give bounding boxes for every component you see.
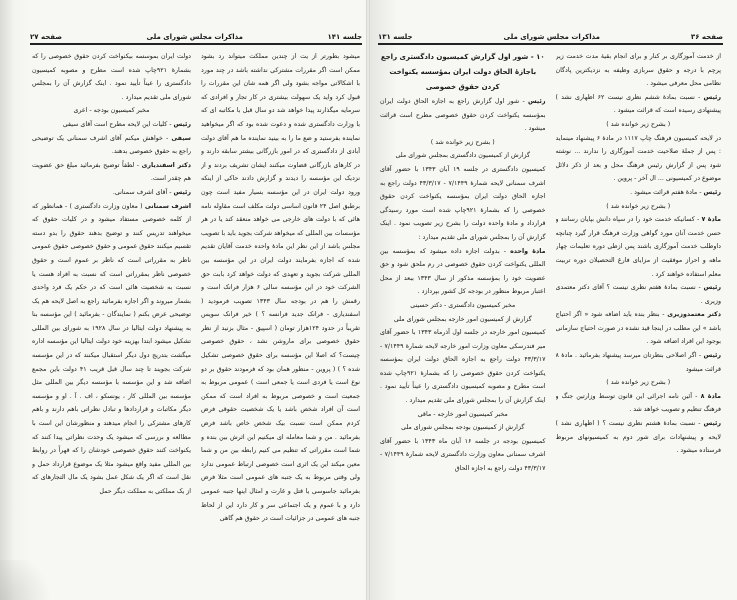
- section-heading: [380, 50, 546, 95]
- speaker-name: رئیس: [703, 188, 721, 196]
- paragraph-text: در لایحه کمیسیون فرهنگ چاپ ۱۱۱۷ در مادهٔ ۶ پیشنهاد مینماید : پس از جملهٔ صلاحیت خدمت آموزگاری را ندارند ... نوشته شود پس از گزارش رئیس فرهنگ محل و بعد از ذکر دلائل موضوع در کمیسیونی ... ال آخر - پروین .: [555, 134, 721, 183]
- right-page-columns: [380, 50, 721, 596]
- speech-paragraph: [556, 308, 722, 349]
- speech-paragraph: [380, 95, 546, 136]
- speaker-name: اشرف سمنانی: [144, 202, 191, 210]
- speech-paragraph: [32, 118, 191, 132]
- paragraph: [380, 421, 546, 435]
- speech-paragraph: [556, 281, 722, 308]
- paragraph: [380, 299, 546, 313]
- paragraph-text: کمیسیون دادگستری در جلسه ۱۹ آبان ۱۳۴۳ با حضور آقای اشرف سمنانی لایحه شمارهٔ ۷/۱۴۴۹ - ۴۳/۳/۱۷ دولت راجع به اجازه الحاق دولت ایران بمؤسسه یکنواخت کردن حقوق خصوصی را که بشمارهٔ ۹۲۱چاپ شده است مورد رسیدگی قرارداد و مادهٔ واحده دولت را بشرح زیر تصویب نمود . اینک گزارش آن را بمجلس شورای ملی تقدیم میدارد :: [380, 165, 546, 241]
- speaker-name: رئیس: [528, 98, 546, 105]
- speech-paragraph: [380, 245, 546, 299]
- speaker-name: رئیس: [173, 120, 191, 128]
- paragraph-text: - مادهٔ هفتم قرائت میشود .: [630, 188, 702, 196]
- speech-paragraph: [556, 91, 722, 118]
- paragraph: [380, 326, 546, 408]
- paragraph-text: - اگر اصلاحی بنظرتان میرسد پیشنهاد بفرمائید . مادهٔ ۸ قرائت میشود: [555, 352, 721, 373]
- session-label: جلسه ۱۳۱: [378, 33, 413, 41]
- paragraph: [380, 136, 546, 150]
- paragraph-text: - لطفاً توضیح بفرمائید مبلغ حق عضویت هم چقدر است.: [32, 161, 191, 183]
- paragraph-text: - خواهش میکنم آقای اشرف سمنانی یک توضیحی راجع به حقوق خصوصی بدهند.: [32, 134, 191, 156]
- speaker-name: رئیس: [703, 352, 721, 360]
- speaker-name: دکتر اسفندیاری: [141, 161, 191, 169]
- speaker-name: مادهٔ ۷: [701, 216, 721, 224]
- paragraph-text: کمیسیون امور خارجه در جلسه اول آذرماه ۱۳۴۳ با حضور آقای میر فندرسکی معاون وزارت امور خارجه لایحه شمارهٔ ۷/۱۴۴۹ - ۴۳/۳/۱۷ دولت راجع به اجازه الحاق دولت ایران بمؤسسه یکنواخت کردن حقوق خصوصی را که بشمارهٔ ۹۲۱چاپ شده است مطرح و مصوبه کمیسیون دادگستری را عیناً تأیید نمود . اینک گزارش آن را بمجلس شورای ملی تقدیم میدارد .: [380, 329, 546, 405]
- paragraph: [32, 50, 191, 104]
- paragraph: [556, 200, 722, 214]
- text-column-right: [556, 50, 722, 596]
- scan-shadow: [0, 560, 60, 600]
- speech-paragraph: [556, 417, 722, 458]
- paragraph-text: - نسبت بمادهٔ ششم نظری نیست ۶۲ اظهاری نشد ) پیشنهادی رسیده است که قرائت میشود .: [555, 93, 721, 115]
- paragraph-text: میشود بطورتر از یت از چندین مملکت میتواند رد بشود ممکن است اگر مقررات مشترکی نداشته باشد در چند مورد با اشکالاتی مواجه بشود ولی اگر همه شان این مقررات را قبول کرد واید یک سهولت بیشتری در کار تجار و افرادی که سرمایه میگذارند پیدا خواهد شد دو سال قبل با مکاتبه ای که با وزارت دادگستری شده و دعوت شده بود که اگر میخواهید نماینده بفرستید و ضع ما را به بینید نماینده ما هم آقای دولت آبادی از دادگستری که در امور بازرگانی بیشتر سابقه دارند و در کارهای بازرگانی قضاوت میکنند ایشان تشریف بردند و از نزدیک این مؤسسه را دیدند و گزارش دادند حاکی از اینکه ورود دولت ایران در این مؤسسه بسیار مفید است چون برطبق اصل ۲۴ قانون اساسی دولت مکلف است مقاوله نامه هائی که با دولت های خارجی می خواهد منعقد کند یا در هر مؤسسات بین المللی که میخواهد شرکت بجوید باید با تصویب مجلس باشد از این نظر این مادهٔ واحده خدمت آقایان تقدیم شده که اجازه بفرمایند دولت ایران در این مؤسسه بین المللی شرکت بجوید و تعهدی که دولت خواهد کرد بابت حق الشرکت خود در این مؤسسه سالی ۶ هزار فرانک است و رقمش را هم در بودجه سال ۱۳۴۳ تصویب فرمودید ( اسفندیاری - فرانک جدید فرانسه ؟ ) خیر فرانک سویس تقریباً در حدود ۱۲۴هزار تومان ( اسپیق - مثال بزنید از نظر حقوق خصوصی برای ماروشن نشد ، حقوق خصوصی چیست؟ که اصلا این مؤسسه برای حقوق خصوصی تشکیل شده ؟ ) ( پروین - منظور همان بود که فرمودند حقوق بر دو نوع است یا فردی است یا جمعی است ) عمومی مربوط به جمعیت است و خصوصی مربوط به افراد است که ممکن است آن افراد شخص باشد یا یک شخصیت حقوقی فرض کردم ممکن است نسبت بیک شخص خاص باشد فرض بفرمائید . من و شما معامله ای میکنیم این اثرش بین بنده و شما است مقرراتی که تنظیم می کنیم رابطه بین من و شما معین میکند این یک اثری است خصوصی ارتباط عمومی ندارد ولی وقتی مربوط به یک جنبه های عمومی است مثلا فرض بفرمائید جاسوسی یا قتل و غارت و امثال اینها جنبه عمومی دارد و با عموم و یک اجتماعی سر و کار دارد این از لحاظ جنبه های عمومی در جزائیات است در حقوق هم گاهی: [201, 53, 360, 523]
- text-column-right: [201, 50, 360, 596]
- paragraph-text: - کسانیکه خدمت خود را در سپاه دانش بپایان رسانند و حسن خدمت آنان مورد گواهی وزارت فرهنگ قرار گیرد چنانچه داوطلب خدمت آموزگاری باشند پس ازطی دوره تعلیمات چهار ماهه و احراز موفقیت از مزایای فارغ التحصیلان دوره تربیت معلم استفاده خواهند کرد .: [555, 216, 721, 278]
- speaker-name: مادهٔ ۸: [700, 392, 721, 400]
- paragraph: [556, 132, 722, 186]
- speech-paragraph: [32, 186, 191, 200]
- speech-paragraph: [556, 390, 722, 417]
- speaker-name: رئیس: [703, 93, 721, 101]
- speaker-name: سیفی: [171, 134, 191, 142]
- paragraph-text: ( معاون وزارت دادگستری ) - همانطور که از کلمه خصوصی مستفاد میشود و در کلیات حقوق که میخواهند تدریس کنند و توضیح بدهند حقوق را بدو دسته تقسیم میکنند حقوق عمومی و حقوق خصوصی حقوق عمومی ناظر به مقرراتی است که ناظر بر عموم است و حقوق خصوصی ناظر بمقرراتی است که نسبت به افراد هست یا نسبت به شخصیت هائی است که در حکم یک فرد واحدی بشمار میروند و اگر اجازه بفرمائید راجع به اصل لایحه هم یک توضیحی عرض بکنم ( نمایندگان - بفرمائید ) این مؤسسه بنا به پیشنهاد دولت ایتالیا در سال ۱۹۲۸ به شورای بین المللی تشکیل میشود ابتدا بهزینه خود دولت ایتالیا این مؤسسه اداره میگشت بتدریج دول دیگر استقبال میکنند که در این مؤسسه شرکت بجویند تا چند سال قبل قریب ۴۱ دولت باین مجمع اضافه شد و این مؤسسه با مؤسسه دیگر بین المللی مثل مؤسسه بین المللی کار ، یونسکو ، اف . آ . او و مؤسسه دیگر مکاتبات و قراردادها و تبادل نظراتی باهم دارند و باهم کارهای مشترکی را انجام میدهند و منظورشان این است با مطالعه و بررسی که میشود یک وحدت نظراتی پیدا کنند که یکنواخت کنند حقوق خصوصی خودشان را که قهراً در روابط بین المللی مفید واقع میشود مثلا یک موضوع قرارداد حمل و نقل است که اگر یک شکل عمل بشود یک مال التجارهای که از یک مملکتی به مملکت دیگر حمل: [32, 202, 191, 495]
- paragraph-text: ( بشرح زیر خوانده شد ): [606, 120, 671, 128]
- session-label: جلسه ۱۴۱: [327, 33, 362, 41]
- paragraph-text: مخبر کمیسیون امور خارجه - ماقی: [417, 410, 508, 418]
- paragraph-text: - آقای اشرف سمنانی.: [112, 188, 172, 196]
- paragraph-text: دولت ایران بموسسه بیکنواخت کردن حقوق خصوصی را که بشمارهٔ ۹۲۱چاپ شده است مطرح و مصوبه کمیسیون دادگستری را عیناً تأیید نمود . اینک گزارش آن را بمجلس شورای ملی تقدیم میدارد .: [32, 53, 191, 101]
- paragraph-text: مخبر کمیسیون بودجه - اعری: [73, 107, 150, 115]
- text-column-left: [380, 50, 546, 596]
- speech-paragraph: [556, 186, 722, 200]
- speech-paragraph: [556, 349, 722, 376]
- paragraph-text: - نسبت بمادهٔ هفتم نظری نیست ؟ آقای دکتر معتمدی وزیری .: [555, 284, 721, 305]
- left-page: [0, 0, 368, 600]
- paragraph-text: - آئین نامه اجرائی این قانون توسط وزارتین جنگ و فرهنگ تنظیم و تصویب خواهد شد .: [555, 392, 721, 414]
- paragraph: [380, 163, 546, 245]
- paragraph-text: از خدمت آموزگاری بر کنار و برای انجام بقیهٔ مدت خدمت زیر پرچم با درجه و حقوق سربازی وظیفه به نزدیکترین پادگان نظامی محل معرفی میشود .: [555, 53, 721, 88]
- paragraph-text: مخبر کمیسیون دادگستری - دکتر حسینی: [410, 301, 516, 309]
- paragraph-text: - بنظر بنده باید اضافه شود « اگر احتیاج باشد » این مطلب در اینجا قید نشده در صورت احتیاج سازمانی بوجود این افراد اضافه شود .: [555, 311, 721, 346]
- left-page-columns: [32, 50, 360, 596]
- speech-paragraph: [32, 132, 191, 159]
- paragraph-text: ( بشرح زیر خوانده شد ): [430, 138, 495, 146]
- paragraph: [556, 376, 722, 390]
- header-rule: [30, 43, 362, 45]
- right-page-header: [378, 31, 723, 41]
- page-number: صفحه ۲۷: [30, 33, 63, 41]
- paragraph-text: کمیسیون بودجه در جلسه ۱۶ آبان ماه ۱۳۴۳ با حضور آقای اشرف سمنانی معاون وزارت دادگستری لایحه شمارهٔ ۷/۱۴۴۹ - ۴۳/۳/۱۷ دولت راجع به اجازه الحاق: [380, 437, 546, 473]
- speech-paragraph: [32, 200, 191, 499]
- paragraph: [380, 313, 546, 327]
- paragraph-text: - کلیات این لایحه مطرح است آقای سیفی: [62, 120, 172, 128]
- paragraph-text: ۱۰ - شور اول گزارش کمیسیون دادگستری راجع باجازهٔ الحاق دولت ایران بمؤسسه یکنواخت کردن حقوق خصوصی: [380, 53, 545, 91]
- paragraph-text: گزارش از کمیسیون دادگستری بمجلس شورای ملی: [395, 152, 530, 160]
- speaker-name: رئیس: [703, 284, 721, 292]
- speech-paragraph: [32, 159, 191, 186]
- paragraph-text: - بدولت اجازه داده میشود که بمؤسسه بین المللی یکنواخت کردن حقوق خصوصی در رم ملحق شود و حق عضویت خود را بمؤسسه مذکور از سال ۱۳۴۳ ببعد از محل اعتبار مربوط منظور در بودجه کل کشور بپردازد .: [380, 247, 546, 296]
- speaker-name: دکتر معتمدوزیری: [667, 311, 721, 319]
- running-title: مذاکرات مجلس شورای ملی: [503, 33, 600, 41]
- paragraph-text: گزارش از کمیسیون امور خارجه بمجلس شورای ملی: [393, 315, 532, 323]
- header-rule: [378, 43, 723, 45]
- right-page: [368, 0, 737, 600]
- paragraph: [32, 104, 191, 118]
- paragraph-text: ( بشرح زیر خوانده شد ): [606, 379, 671, 387]
- paragraph: [201, 50, 360, 526]
- paragraph-text: - شور اول گزارش راجع به اجازه الحاق دولت ایران بمؤسسه یکنواخت کردن حقوق خصوصی مطرح است قرائت میشود .: [380, 98, 546, 133]
- speaker-name: رئیس: [703, 420, 721, 428]
- text-column-left: [32, 50, 191, 596]
- paragraph: [380, 149, 546, 163]
- book-gutter: [366, 0, 370, 600]
- speaker-name: مادهٔ واحده: [510, 247, 546, 255]
- paragraph: [380, 435, 546, 476]
- running-title: مذاکرات مجلس شورای ملی: [146, 33, 243, 41]
- paragraph-text: ( بشرح زیر خوانده شد ): [606, 202, 671, 210]
- speech-paragraph: [556, 213, 722, 281]
- paragraph: [556, 118, 722, 132]
- paragraph: [380, 408, 546, 422]
- left-page-header: [30, 31, 362, 41]
- speaker-name: رئیس: [173, 188, 191, 196]
- paragraph-text: - نسبت بمادهٔ هشتم نظری نیست ؟ ( اظهاری نشد ) لایحه و پیشنهادات برای شور دوم به کمیسیونهای مربوط فرستاده میشود .: [555, 420, 721, 455]
- page-number: صفحه ۳۶: [690, 33, 723, 41]
- paragraph: [556, 50, 722, 91]
- paragraph-text: گزارش از کمیسیون بودجه بمجلس شورای ملی: [401, 424, 525, 432]
